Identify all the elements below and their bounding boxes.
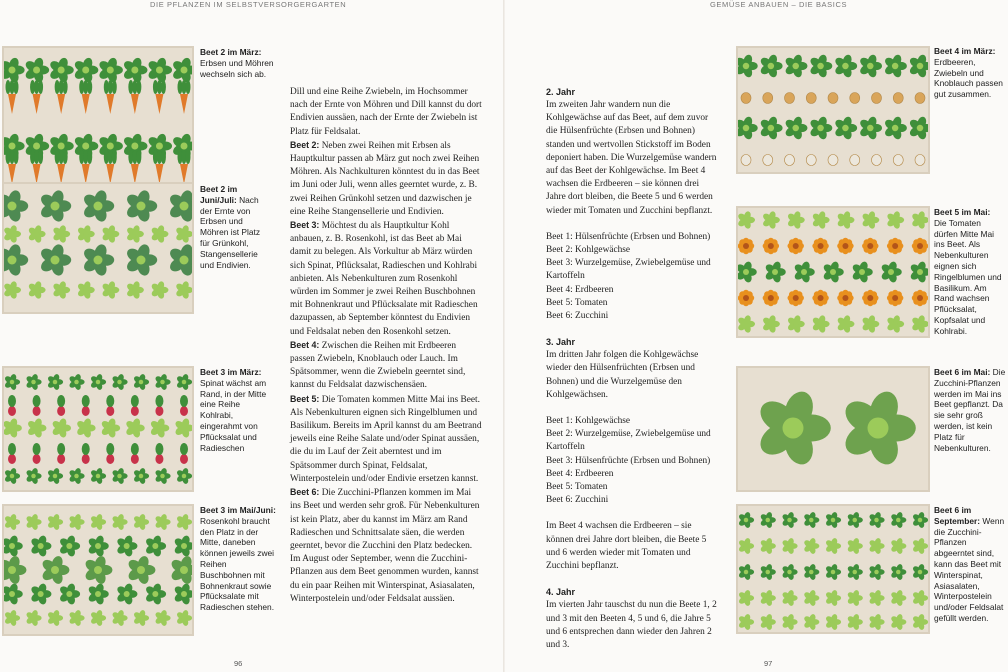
caption-beet2-maerz: Beet 2 im März: Erbsen und Möhren wechseln sich ab. [200, 47, 274, 79]
bean-plant [4, 583, 23, 606]
winter-greens-plant [825, 589, 841, 606]
winter-greens-plant [803, 537, 819, 554]
lettuce-plant [68, 513, 84, 530]
lettuce-plant [25, 609, 41, 626]
onion [828, 93, 838, 104]
lettuce-plant [111, 513, 127, 530]
marigold [812, 238, 828, 254]
radish-plant [155, 443, 163, 464]
winter-greens-plant [912, 563, 928, 580]
lettuce-plant [25, 513, 41, 530]
page-number-left: 96 [234, 659, 243, 668]
spinach-plant [176, 373, 192, 390]
pea-plant [97, 57, 122, 84]
winter-greens-plant [847, 511, 863, 528]
brussels-sprout-plant [83, 555, 112, 586]
garlic [872, 155, 882, 166]
kale-plant [39, 189, 72, 223]
spinach-plant [154, 373, 170, 390]
radish-plant [131, 395, 139, 416]
winter-greens-plant [825, 511, 841, 528]
winter-greens-plant [912, 613, 928, 630]
bean-plant [87, 583, 109, 606]
lettuce-plant [787, 210, 805, 229]
radish-plant [8, 395, 16, 416]
carrot-plant [128, 150, 141, 184]
strawberry-plant [883, 116, 907, 141]
paragraph-beet2: Beet 2: Neben zwei Reihen mit Erbsen als Hauptkultur passen ab März gut noch zwei Reihen Möhren. Als Nachkulturen könntest du in das Beet im Juni oder Juli, wenn alles geerntet wurde, z. B. zwei Reihen Grünkohl setzen und dazwischen je eine Reihe Stangensellerie und Endivien. [290, 139, 480, 217]
winter-greens-plant [781, 613, 797, 630]
marigold [862, 238, 878, 254]
lettuce-plant [176, 513, 192, 530]
radish-plant [33, 443, 41, 464]
winter-greens-plant [760, 511, 776, 528]
winter-greens-plant [912, 589, 928, 606]
marigold [738, 238, 754, 254]
lettuce-plant [133, 513, 149, 530]
radish-plant [57, 443, 65, 464]
onion [785, 93, 795, 104]
list-jahr-2: Beet 1: Hülsenfrüchte (Erbsen und Bohnen) Beet 2: Kohlgewächse Beet 3: Wurzelgemüse, Zwiebelgemüse und Kartoffeln Beet 4: Erdbeeren Beet 5: Tomaten Beet 6: Zucchini [546, 231, 711, 322]
bean-plant [173, 535, 192, 558]
winter-greens-plant [781, 563, 797, 580]
bean-plant [58, 583, 80, 606]
spinach-plant [154, 467, 170, 484]
lettuce-plant [90, 609, 106, 626]
pea-plant [122, 57, 147, 84]
lettuce-plant [811, 314, 829, 333]
kale-plant [168, 243, 192, 277]
winter-greens-plant [890, 589, 906, 606]
spinach-plant [133, 373, 149, 390]
kale-plant [4, 243, 28, 277]
page-number-right: 97 [764, 659, 773, 668]
celery-plant [126, 224, 144, 243]
bed-illustration-beet2-juni [2, 182, 194, 314]
celery-plant [77, 280, 95, 299]
kale-plant [39, 243, 72, 277]
winter-greens-plant [803, 511, 819, 528]
bed-illustration-beet5-mai [736, 206, 930, 338]
winter-greens-plant [803, 589, 819, 606]
winter-greens-plant [825, 613, 841, 630]
brussels-sprout-plant [169, 555, 192, 586]
pea-plant [48, 57, 73, 84]
bean-plant [4, 535, 23, 558]
paragraph-intro: Dill und eine Reihe Zwiebeln, im Hochsommer nach der Ernte von Möhren und Dill kannst du dort Endivien aussäen, nach der Ernte der Zwiebeln ist Platz für Feldsalat. [290, 87, 482, 137]
garlic [915, 155, 925, 166]
marigold [837, 290, 853, 306]
strawberry-plant [834, 116, 858, 141]
kohlrabi-plant [26, 417, 46, 438]
spinach-plant [47, 373, 63, 390]
bean-plant [30, 535, 52, 558]
radish-plant [8, 443, 16, 464]
caption-beet6-september: Beet 6 im September: Wenn die Zucchini-Pflanzen abgeerntet sind, kann das Beet mit Winterspinat, Asiasalaten, Winterpostelein und/oder Feldsalat gefüllt werden. [934, 505, 1005, 623]
radish-plant [82, 395, 90, 416]
bed-illustration-beet2-maerz [2, 46, 194, 196]
strawberry-plant [858, 54, 882, 79]
lettuce-plant [154, 513, 170, 530]
onion [763, 93, 773, 104]
paragraph-jahr-3: Im dritten Jahr folgen die Kohlgewächse wieder den Hülsenfrüchten (Erbsen und Bohnen) und die Wurzelgemüse den Kohlgewächsen. [546, 350, 699, 400]
winter-greens-plant [912, 537, 928, 554]
lettuce-plant [47, 513, 63, 530]
tomato-plant [793, 261, 815, 284]
pea-plant [24, 57, 49, 84]
lettuce-plant [4, 609, 20, 626]
winter-greens-plant [760, 563, 776, 580]
brussels-sprout-plant [4, 555, 26, 586]
bed-illustration-beet6-september [736, 504, 930, 634]
bed-illustration-beet4-maerz [736, 46, 930, 174]
carrot-plant [178, 80, 191, 114]
winter-greens-plant [847, 613, 863, 630]
winter-greens-plant [738, 511, 754, 528]
carrot-plant [178, 150, 191, 184]
winter-greens-plant [760, 589, 776, 606]
brussels-sprout-plant [126, 555, 155, 586]
marigold [887, 238, 903, 254]
kohlrabi-plant [4, 417, 22, 438]
caption-beet5-mai: Beet 5 im Mai: Die Tomaten dürfen Mitte Mai ins Beet. Als Nebenkulturen eignen sich Ringelblumen und Basilikum. Am Rand wachsen Pflücksalat, Kopfsalat und Kohlrabi. [934, 207, 1002, 336]
onion [741, 93, 751, 104]
spinach-plant [90, 373, 106, 390]
radish-plant [180, 395, 188, 416]
carrot-plant [55, 150, 68, 184]
radish-plant [33, 395, 41, 416]
pea-plant [147, 57, 172, 84]
strawberry-plant [784, 54, 808, 79]
strawberry-plant [759, 116, 783, 141]
spinach-plant [47, 467, 63, 484]
list-jahr-3: Beet 1: Kohlgewächse Beet 2: Wurzelgemüse, Zwiebelgemüse und Kartoffeln Beet 3: Hülsenfrüchte (Erbsen und Bohnen) Beet 4: Erdbeeren Beet 5: Tomaten Beet 6: Zucchini [546, 416, 711, 506]
pea-plant [171, 57, 192, 84]
radish-plant [131, 443, 139, 464]
carrot-plant [104, 150, 117, 184]
marigold [912, 238, 928, 254]
strawberry-plant [834, 54, 858, 79]
kale-plant [125, 189, 158, 223]
bed-illustration-beet6-mai [736, 366, 930, 492]
celery-plant [101, 224, 119, 243]
winter-greens-plant [738, 613, 754, 630]
carrot-plant [55, 80, 68, 114]
paragraph-beet6: Beet 6: Die Zucchini-Pflanzen kommen im Mai ins Beet und werden sehr groß. Für Nebenkulturen ist kein Platz, aber du kannst im März am Rand Radieschen und Schnittsalate säen, die werden geerntet, bevor die Zucchini den Platz bedecken. Im August oder September, wenn die Zucchini-Pflanzen aus dem Beet genommen wurden, kannst du ein paar Reihen mit Winterspinat, Asiasalaten, Winterpostelein und/oder Feldsalat aussäen. [290, 487, 480, 604]
pea-plant [4, 57, 25, 84]
carrot-plant [79, 150, 92, 184]
kohlrabi-plant [125, 417, 145, 438]
winter-greens-plant [890, 511, 906, 528]
spinach-plant [111, 467, 127, 484]
lettuce-plant [811, 210, 829, 229]
bean-plant [87, 535, 109, 558]
heading-jahr-4: 4. Jahr [546, 587, 576, 598]
garlic [763, 155, 773, 166]
kale-plant [4, 189, 28, 223]
bean-plant [116, 535, 138, 558]
strawberry-plant [738, 116, 758, 141]
lettuce-plant [133, 609, 149, 626]
radish-plant [106, 443, 114, 464]
winter-greens-plant [803, 613, 819, 630]
lettuce-plant [762, 314, 780, 333]
winter-greens-plant [738, 589, 754, 606]
kohlrabi-plant [149, 417, 169, 438]
paragraph-beet5: Beet 5: Die Tomaten kommen Mitte Mai ins Beet. Als Nebenkulturen eignen sich Ringelblumen und Basilikum. Bereits im April kannst du am Beetrand jeweils eine Reihe Salate und/oder Spinat aussäen, die du im Lauf der Zeit aberntest und im Spätsommer durch Spinat, Feldsalat, Winterpostelein und/oder Endivie ersetzen kannst. [290, 393, 482, 484]
bean-plant [58, 535, 80, 558]
strawberry-plant [858, 116, 882, 141]
kale-plant [82, 243, 115, 277]
carrot-plant [79, 80, 92, 114]
bean-plant [173, 583, 192, 606]
onion [806, 93, 816, 104]
caption-beet3-maerz: Beet 3 im März: Spinat wächst am Rand, in der Mitte eine Reihe Kohlrabi, eingerahmt von Pflücksalat und Radieschen [200, 367, 267, 453]
celery-plant [27, 280, 45, 299]
bed-illustration-beet3-maerz [2, 366, 194, 492]
celery-plant [52, 224, 70, 243]
kohlrabi-plant [51, 417, 71, 438]
lettuce-plant [111, 609, 127, 626]
garlic [893, 155, 903, 166]
marigold [763, 290, 779, 306]
spinach-plant [4, 373, 20, 390]
text-column-2 [546, 86, 720, 652]
bean-plant [144, 535, 166, 558]
kale-plant [168, 189, 192, 223]
kale-plant [125, 243, 158, 277]
lettuce-plant [911, 210, 928, 229]
winter-greens-plant [781, 511, 797, 528]
paragraph-jahr-3-erdbeeren: Im Beet 4 wachsen die Erdbeeren – sie können drei Jahre dort bleiben, die Beete 5 und 6 werden wieder mit Tomaten und Zucchini bepflanzt. [546, 521, 707, 572]
winter-greens-plant [868, 563, 884, 580]
marigold [738, 290, 754, 306]
carrot-plant [30, 150, 43, 184]
celery-plant [150, 280, 168, 299]
winter-greens-plant [760, 537, 776, 554]
winter-greens-plant [738, 563, 754, 580]
lettuce-plant [787, 314, 805, 333]
strawberry-plant [908, 54, 928, 79]
winter-greens-plant [868, 613, 884, 630]
garlic [785, 155, 795, 166]
caption-beet2-juni: Beet 2 im Juni/Juli: Nach der Ernte von Erbsen und Möhren ist Platz für Grünkohl, Stangensellerie und Endivien. [200, 184, 261, 270]
kohlrabi-plant [100, 417, 120, 438]
lettuce-plant [154, 609, 170, 626]
winter-greens-plant [890, 537, 906, 554]
caption-beet4-maerz: Beet 4 im März: Erdbeeren, Zwiebeln und Knoblauch passen gut zusammen. [934, 46, 1003, 100]
garlic [741, 155, 751, 166]
celery-plant [126, 280, 144, 299]
carrot-plant [104, 80, 117, 114]
marigold [837, 238, 853, 254]
caption-beet6-mai: Beet 6 im Mai: Die Zucchini-Pflanzen werden im Mai ins Beet gepflanzt. Da sie sehr groß werden, ist kein Platz für Nebenkulturen. [934, 367, 1006, 453]
running-head-left: DIE PFLANZEN IM SELBSTVERSORGERGARTEN [150, 0, 347, 9]
winter-greens-plant [760, 613, 776, 630]
tomato-plant [738, 261, 757, 284]
winter-greens-plant [890, 563, 906, 580]
celery-plant [150, 224, 168, 243]
strawberry-plant [883, 54, 907, 79]
bean-plant [144, 583, 166, 606]
celery-plant [27, 224, 45, 243]
kale-plant [82, 189, 115, 223]
celery-plant [175, 280, 192, 299]
tomato-plant [851, 261, 873, 284]
tomato-plant [764, 261, 786, 284]
radish-plant [155, 395, 163, 416]
page-gutter [503, 0, 505, 672]
carrot-plant [6, 150, 19, 184]
winter-greens-plant [825, 537, 841, 554]
tomato-plant [880, 261, 902, 284]
spinach-plant [68, 467, 84, 484]
strawberry-plant [759, 54, 783, 79]
heading-jahr-2: 2. Jahr [546, 87, 576, 97]
spinach-plant [25, 373, 41, 390]
radish-plant [180, 443, 188, 464]
winter-greens-plant [912, 511, 928, 528]
brussels-sprout-plant [40, 555, 69, 586]
marigold [912, 290, 928, 306]
celery-plant [4, 224, 21, 243]
winter-greens-plant [781, 537, 797, 554]
paragraph-jahr-2: Im zweiten Jahr wandern nun die Kohlgewächse auf das Beet, auf dem zuvor die Hülsenfrüchte (Erbsen und Bohnen) standen und wertvollen Stickstoff im Boden deponiert haben. Die Wurzelgemüse wandern auf das Beet der Kohlgewächse. Im Beet 4 wachsen die Erdbeeren – sie können drei Jahre dort bleiben, die Beete 5 und 6 werden wieder mit Tomaten und Zucchini bepflanzt. [546, 100, 717, 216]
garlic [806, 155, 816, 166]
winter-greens-plant [868, 589, 884, 606]
text-column-1 [290, 86, 482, 606]
pea-plant [73, 57, 98, 84]
spinach-plant [68, 373, 84, 390]
strawberry-plant [809, 54, 833, 79]
lettuce-plant [911, 314, 928, 333]
marigold [763, 238, 779, 254]
bed-illustration-beet3-mai [2, 504, 194, 636]
zucchini-plant [840, 388, 916, 468]
lettuce-plant [836, 314, 854, 333]
spinach-plant [25, 467, 41, 484]
lettuce-plant [47, 609, 63, 626]
celery-plant [52, 280, 70, 299]
winter-greens-plant [890, 613, 906, 630]
lettuce-plant [90, 513, 106, 530]
onion [850, 93, 860, 104]
marigold [788, 290, 804, 306]
radish-plant [106, 395, 114, 416]
winter-greens-plant [847, 563, 863, 580]
lettuce-plant [886, 314, 904, 333]
winter-greens-plant [847, 589, 863, 606]
tomato-plant [909, 261, 928, 284]
lettuce-plant [886, 210, 904, 229]
radish-plant [82, 443, 90, 464]
carrot-plant [6, 80, 19, 114]
lettuce-plant [176, 609, 192, 626]
caption-beet3-mai: Beet 3 im Mai/Juni: Rosenkohl braucht den Platz in der Mitte, daneben können jeweils zwei Reihen Buschbohnen mit Bohnenkraut sowie Pflücksalate mit Radieschen stehen. [200, 505, 276, 613]
lettuce-plant [738, 314, 755, 333]
celery-plant [77, 224, 95, 243]
marigold [788, 238, 804, 254]
spinach-plant [133, 467, 149, 484]
winter-greens-plant [847, 537, 863, 554]
garlic [850, 155, 860, 166]
zucchini-plant [755, 388, 831, 468]
lettuce-plant [738, 210, 755, 229]
lettuce-plant [762, 210, 780, 229]
garlic [828, 155, 838, 166]
winter-greens-plant [868, 511, 884, 528]
paragraph-beet4: Beet 4: Zwischen die Reihen mit Erdbeeren passen Zwiebeln, Knoblauch oder Lauch. Im Spätsommer, wenn die Zwiebeln geerntet sind, kannst du Feldsalat dazwischensäen. [290, 339, 466, 391]
strawberry-plant [738, 54, 758, 79]
carrot-plant [153, 150, 166, 184]
strawberry-plant [809, 116, 833, 141]
lettuce-plant [4, 513, 20, 530]
spinach-plant [90, 467, 106, 484]
lettuce-plant [836, 210, 854, 229]
winter-greens-plant [738, 537, 754, 554]
paragraph-beet3: Beet 3: Möchtest du als Hauptkultur Kohl anbauen, z. B. Rosenkohl, ist das Beet ab Mai damit zu belegen. Als Vorkultur ab März würden sich Spinat, Pflücksalat, Radieschen und Kohlrabi anbieten. Als Nebenkulturen zum Rosenkohl würden im Sommer je zwei Reihen Buschbohnen mit Bohnenkraut und Pflücksalate mit Radieschen dazupassen, ab September könntest du Endivien und Feldsalat neben den Rosenkohl setzen. [290, 220, 478, 337]
kohlrabi-plant [174, 417, 192, 438]
celery-plant [4, 280, 21, 299]
tomato-plant [822, 261, 844, 284]
spinach-plant [111, 373, 127, 390]
radish-plant [57, 395, 65, 416]
carrot-plant [30, 80, 43, 114]
kohlrabi-plant [76, 417, 96, 438]
carrot-plant [153, 80, 166, 114]
paragraph-jahr-4: Im vierten Jahr tauschst du nun die Beete 1, 2 und 3 mit den Beeten 4, 5 und 6, die Jahre 5 und 6 entsprechen dann wieder den Jahren 2 und 3. [546, 600, 717, 650]
spinach-plant [4, 467, 20, 484]
lettuce-plant [861, 210, 879, 229]
winter-greens-plant [781, 589, 797, 606]
marigold [812, 290, 828, 306]
strawberry-plant [784, 116, 808, 141]
celery-plant [101, 280, 119, 299]
spinach-plant [176, 467, 192, 484]
running-head-right: GEMÜSE ANBAUEN – DIE BASICS [710, 0, 848, 9]
lettuce-plant [68, 609, 84, 626]
winter-greens-plant [825, 563, 841, 580]
onion [872, 93, 882, 104]
celery-plant [175, 224, 192, 243]
onion [915, 93, 925, 104]
lettuce-plant [861, 314, 879, 333]
winter-greens-plant [803, 563, 819, 580]
onion [893, 93, 903, 104]
bean-plant [30, 583, 52, 606]
strawberry-plant [908, 116, 928, 141]
carrot-plant [128, 80, 141, 114]
heading-jahr-3: 3. Jahr [546, 337, 576, 348]
bean-plant [116, 583, 138, 606]
marigold [862, 290, 878, 306]
winter-greens-plant [868, 537, 884, 554]
marigold [887, 290, 903, 306]
